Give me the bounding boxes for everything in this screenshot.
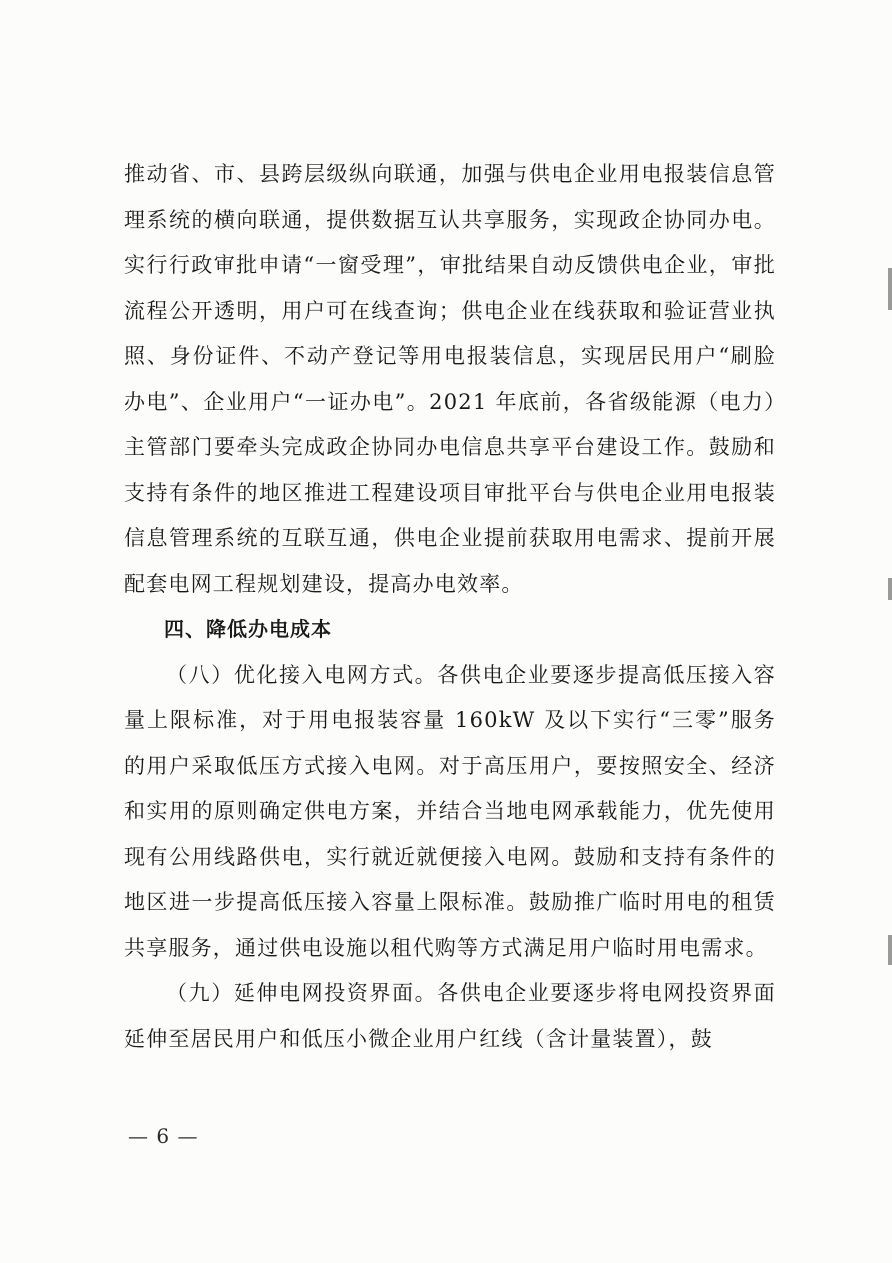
scan-edge-mark bbox=[888, 268, 892, 310]
paragraph-continued: 推动省、市、县跨层级纵向联通，加强与供电企业用电报装信息管理系统的横向联通，提供数据互认共享服务，实现政企协同办电。实行行政审批申请“一窗受理”，审批结果自动反馈供电企业，审批流程公开透明，用户可在线查询；供电企业在线获取和验证营业执照、身份证件、不动产登记等用电报装信息，实现居民用户“刷脸办电”、企业用户“一证办电”。2021 年底前，各省级能源（电力）主管部门要牵头完成政企协同办电信息共享平台建设工作。鼓励和支持有条件的地区推进工程建设项目审批平台与供电企业用电报装信息管理系统的互联互通，供电企业提前获取用电需求、提前开展配套电网工程规划建设，提高办电效率。 bbox=[124, 162, 776, 596]
page-number: — 6 — bbox=[128, 1124, 199, 1148]
paragraph-8: （八）优化接入电网方式。各供电企业要逐步提高低压接入容量上限标准，对于用电报装容量 160kW 及以下实行“三零”服务的用户采取低压方式接入电网。对于高压用户，要按照安全、经济和实用的原则确定供电方案，并结合当地电网承载能力，优先使用现有公用线路供电，实行就近就便接入电网。鼓励和支持有条件的地区进一步提高低压接入容量上限标准。鼓励推广临时用电的租赁共享服务，通过供电设施以租代购等方式满足用户临时用电需求。 bbox=[124, 662, 776, 960]
section-heading: 四、降低办电成本 bbox=[164, 617, 332, 641]
scan-edge-mark bbox=[888, 935, 892, 965]
paragraph-9: （九）延伸电网投资界面。各供电企业要逐步将电网投资界面延伸至居民用户和低压小微企业用户红线（含计量装置），鼓 bbox=[124, 981, 776, 1051]
body-text bbox=[124, 152, 776, 1062]
scan-edge-mark bbox=[888, 578, 892, 600]
